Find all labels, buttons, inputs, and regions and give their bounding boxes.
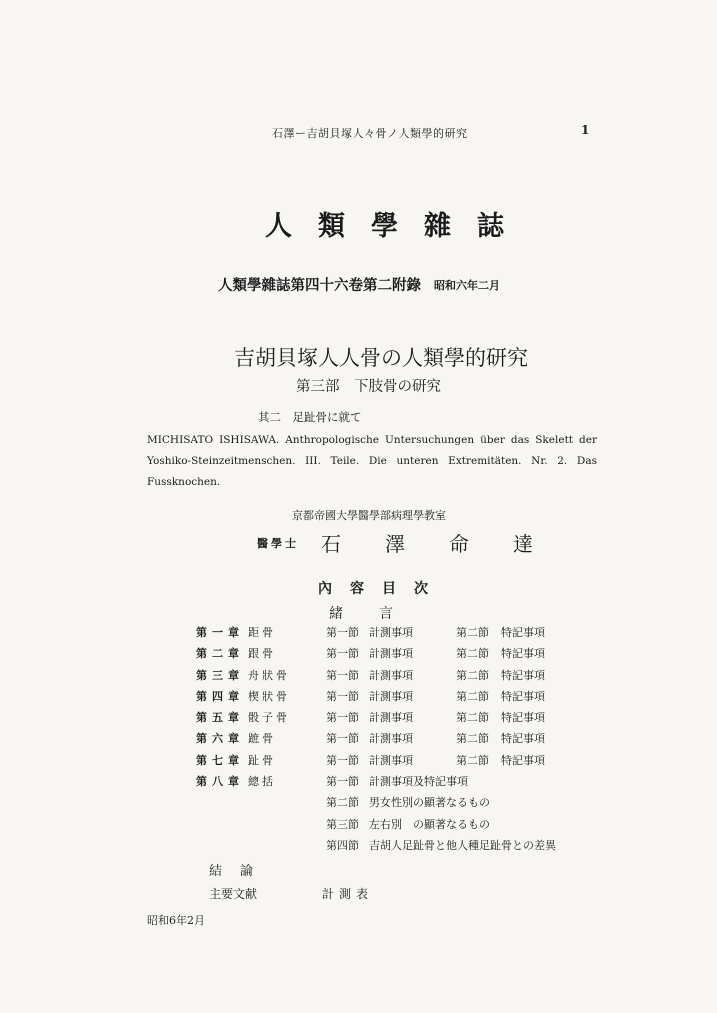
section-1-number: 第一節 (326, 753, 359, 767)
section-1-title: 計測事項 (369, 711, 413, 725)
chapter-number: 第三章 (196, 668, 244, 682)
section-1-number: 第一節 (326, 647, 359, 661)
footer-date: 昭和6年2月 (147, 914, 205, 927)
section-2-title: 特記事項 (501, 753, 545, 767)
article-subpart: 其二 足趾骨に就て (258, 410, 362, 424)
chapter-number: 第七章 (196, 753, 244, 767)
section-2-number: 第二節 (456, 626, 489, 639)
chapter-name: 骰子骨 (248, 711, 290, 725)
chapter-number: 第二章 (196, 647, 244, 661)
section-1-number: 第三節 (326, 817, 359, 831)
chapter-name: 趾骨 (248, 753, 276, 767)
section-1-number: 第一節 (326, 732, 359, 746)
chapter-number: 第六章 (196, 732, 244, 746)
section-1-title: 計測事項及特記事項 (369, 775, 468, 789)
section-2-number: 第二節 (456, 753, 489, 767)
section-1-title: 左右別 の顯著なるもの (369, 817, 490, 831)
section-2-title: 特記事項 (501, 732, 545, 746)
toc-conclusion: 結論 (209, 864, 272, 879)
chapter-name: 蹠骨 (248, 732, 276, 746)
toc-measurement-table: 計測表 (322, 887, 374, 901)
section-1-number: 第一節 (326, 775, 359, 789)
section-2-title: 特記事項 (501, 647, 545, 661)
section-2-number: 第二節 (456, 732, 489, 746)
toc-introduction: 緒言 (329, 606, 429, 622)
section-2-number: 第二節 (456, 668, 489, 682)
section-1-title: 男女性別の顯著なるもの (369, 796, 490, 810)
chapter-name: 楔狀骨 (248, 689, 290, 703)
section-1-title: 計測事項 (369, 626, 413, 639)
section-1-title: 計測事項 (369, 732, 413, 746)
section-1-title: 計測事項 (369, 689, 413, 703)
chapter-number: 第五章 (196, 711, 244, 725)
article-part: 第三部 下肢骨の研究 (296, 379, 441, 395)
chapter-name: 舟狀骨 (248, 668, 290, 682)
author-name: 石澤命達 (321, 532, 577, 556)
section-2-title: 特記事項 (501, 626, 545, 639)
chapter-number: 第一章 (196, 626, 244, 639)
chapter-number: 第四章 (196, 689, 244, 703)
journal-title: 人類學雜誌 (265, 211, 530, 242)
section-1-title: 計測事項 (369, 668, 413, 682)
section-1-number: 第一節 (326, 689, 359, 703)
section-1-number: 第一節 (326, 626, 359, 639)
author-degree: 醫學士 (257, 537, 299, 550)
section-1-number: 第一節 (326, 711, 359, 725)
section-1-title: 計測事項 (369, 753, 413, 767)
section-1-number: 第二節 (326, 796, 359, 810)
journal-supplement: 人類學雜誌第四十六卷第二附錄 (218, 277, 421, 294)
article-title: 吉胡貝塚人人骨の人類學的研究 (234, 346, 528, 370)
section-1-title: 計測事項 (369, 647, 413, 661)
toc-references: 主要文献 (209, 887, 258, 901)
chapter-number: 第八章 (196, 775, 244, 789)
running-head: 石澤ー吉胡貝塚人々骨ノ人類學的研究 (272, 127, 468, 140)
section-2-title: 特記事項 (501, 668, 545, 682)
section-1-number: 第四節 (326, 838, 359, 852)
chapter-name: 距骨 (248, 626, 276, 639)
section-2-number: 第二節 (456, 689, 489, 703)
page-number: 1 (581, 123, 590, 137)
section-1-title: 吉胡人足趾骨と他人種足趾骨との差異 (369, 838, 556, 852)
section-2-number: 第二節 (456, 711, 489, 725)
journal-date: 昭和六年二月 (434, 279, 500, 292)
chapter-name: 跟骨 (248, 647, 276, 661)
german-title: MICHISATO ISHISAWA. Anthropologische Untersuchungen über das Skelett der Yoshiko-Steinzeitmenschen. III. Teile. Die unteren Extremitäten. Nr. 2. Das Fussknochen. (147, 434, 597, 488)
chapter-name: 總括 (248, 775, 276, 789)
institution: 京都帝國大學醫學部病理學教室 (292, 509, 446, 522)
section-1-number: 第一節 (326, 668, 359, 682)
section-2-title: 特記事項 (501, 711, 545, 725)
toc-heading: 內容目次 (318, 581, 446, 597)
section-2-title: 特記事項 (501, 689, 545, 703)
section-2-number: 第二節 (456, 647, 489, 661)
